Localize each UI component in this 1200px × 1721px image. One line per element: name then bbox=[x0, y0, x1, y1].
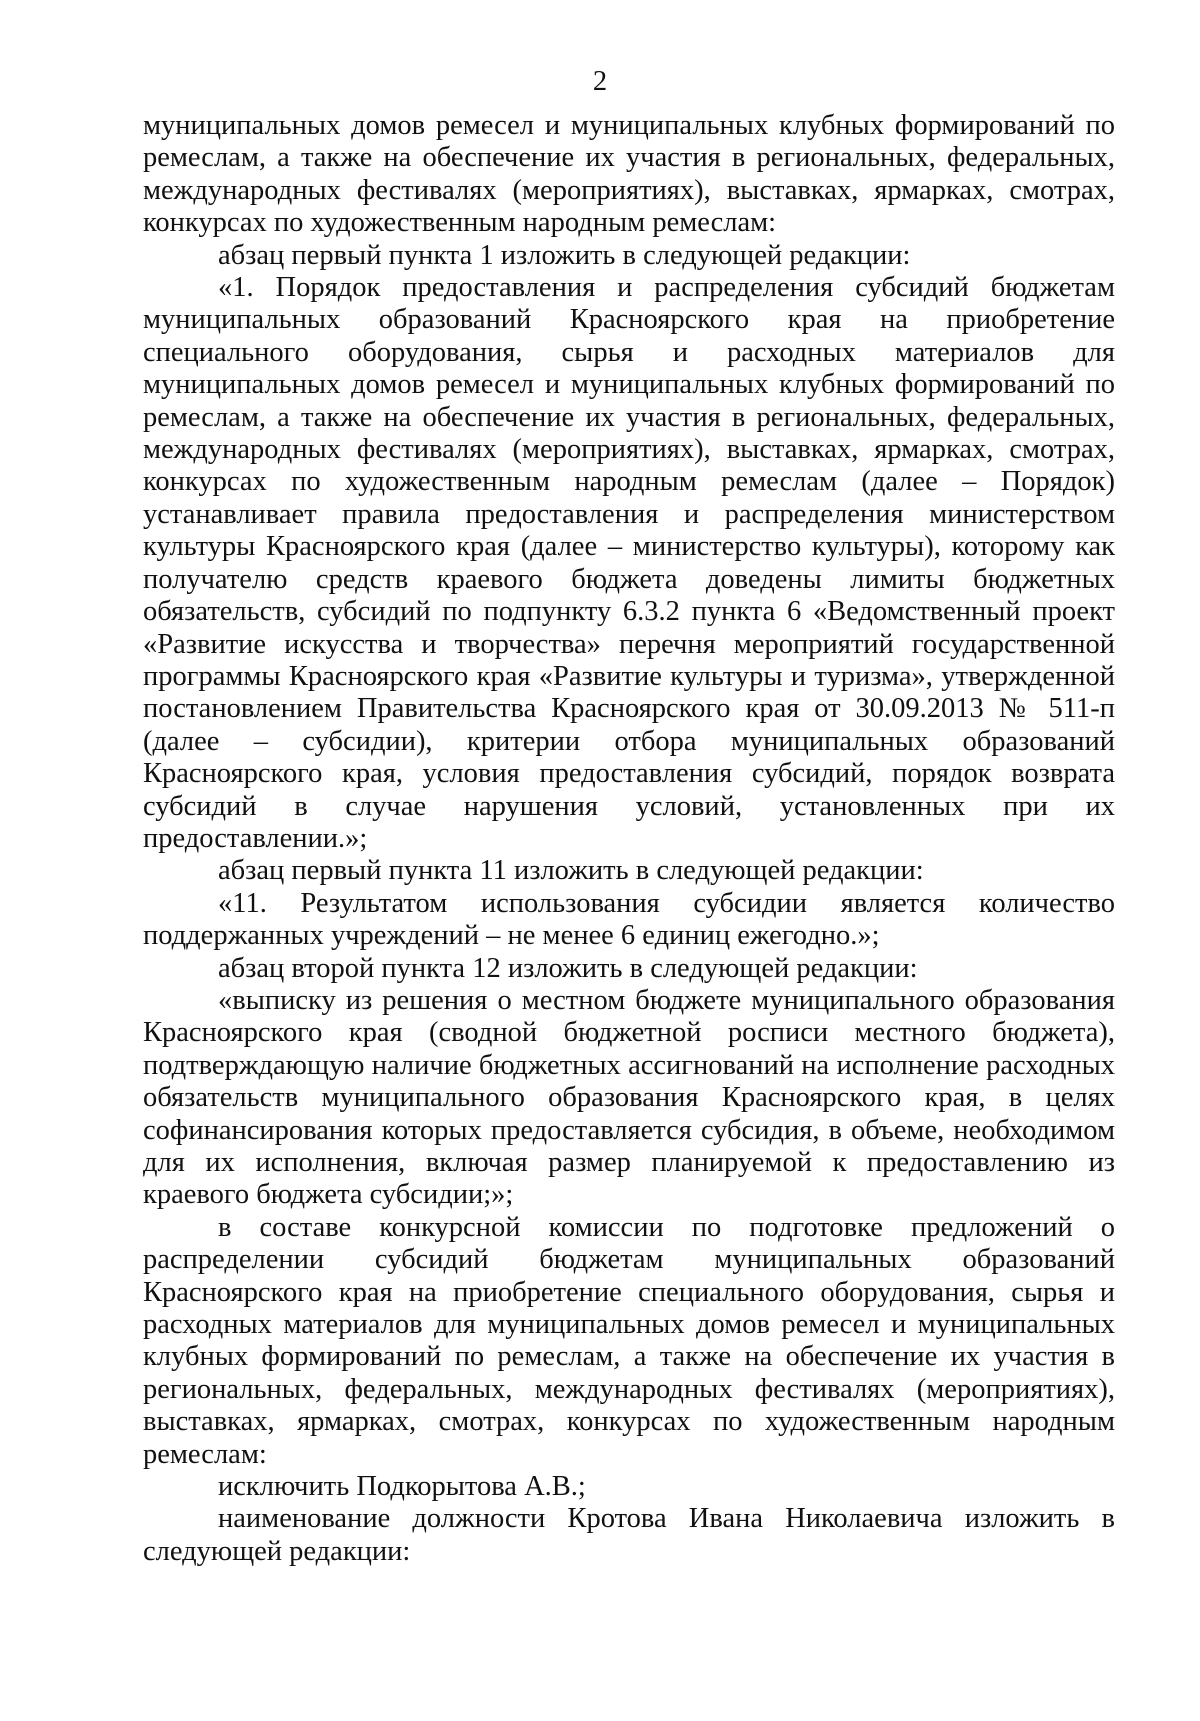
paragraph: «11. Результатом использования субсидии является количество поддержанных учреждений – не менее 6 единиц ежегодно.»; bbox=[143, 887, 1115, 952]
paragraph: «выписку из решения о местном бюджете муниципального образования Красноярского края (сводной бюджетной росписи местного бюджета), подтверждающую наличие бюджетных ассигнований на исполнение расходных обязательств муниципального образования Красноярского края, в целях софинансирования которых предоставляется субсидия, в объеме, необходимом для их исполнения, включая размер планируемой к предоставлению из краевого бюджета субсидии;»; bbox=[143, 984, 1115, 1211]
paragraph: наименование должности Кротова Ивана Николаевича изложить в следующей редакции: bbox=[143, 1503, 1115, 1567]
paragraph: «1. Порядок предоставления и распределения субсидий бюджетам муниципальных образований Красноярского края на приобретение специального оборудования, сырья и расходных материалов для муниципальных домов ремесел и муниципальных клубных формирований по ремеслам, а также на обеспечение их участия в региональных, федеральных, международных фестивалях (мероприятиях), выставках, ярмарках, смотрах, конкурсах по художественным народным ремеслам (далее – Порядок) устанавливает правила предоставления и распределения министерством культуры Красноярского края (далее – министерство культуры), которому как получателю средств краевого бюджета доведены лимиты бюджетных обязательств, субсидий по подпункту 6.3.2 пункта 6 «Ведомственный проект «Развитие искусства и творчества» перечня мероприятий государственной программы Красноярского края «Развитие культуры и туризма», утвержденной постановлением Правительства Красноярского края от 30.09.2013 № 511-п (далее – субсидии), критерии отбора муниципальных образований Красноярского края, условия предоставления субсидий, порядок возврата субсидий в случае нарушения условий, установленных при их предоставлении.»; bbox=[143, 272, 1115, 854]
paragraph: исключить Подкорытова А.В.; bbox=[218, 1471, 586, 1503]
paragraph: абзац первый пункта 11 изложить в следующей редакции: bbox=[218, 855, 924, 887]
paragraph: муниципальных домов ремесел и муниципальных клубных формирований по ремеслам, а также на обеспечение их участия в региональных, федеральных, международных фестивалях (мероприятиях), выставках, ярмарках, смотрах, конкурсах по художественным народным ремеслам: bbox=[143, 110, 1115, 239]
paragraph: абзац первый пункта 1 изложить в следующей редакции: bbox=[218, 239, 911, 271]
page-number: 2 bbox=[592, 66, 608, 97]
paragraph: в составе конкурсной комиссии по подготовке предложений о распределении субсидий бюджетам муниципальных образований Красноярского края на приобретение специального оборудования, сырья и расходных материалов для муниципальных домов ремесел и муниципальных клубных формирований по ремеслам, а также на обеспечение их участия в региональных, федеральных, международных фестивалях (мероприятиях), выставках, ярмарках, смотрах, конкурсах по художественным народным ремеслам: bbox=[143, 1211, 1115, 1470]
paragraph: абзац второй пункта 12 изложить в следующей редакции: bbox=[218, 952, 918, 984]
document-body bbox=[143, 110, 1115, 1568]
